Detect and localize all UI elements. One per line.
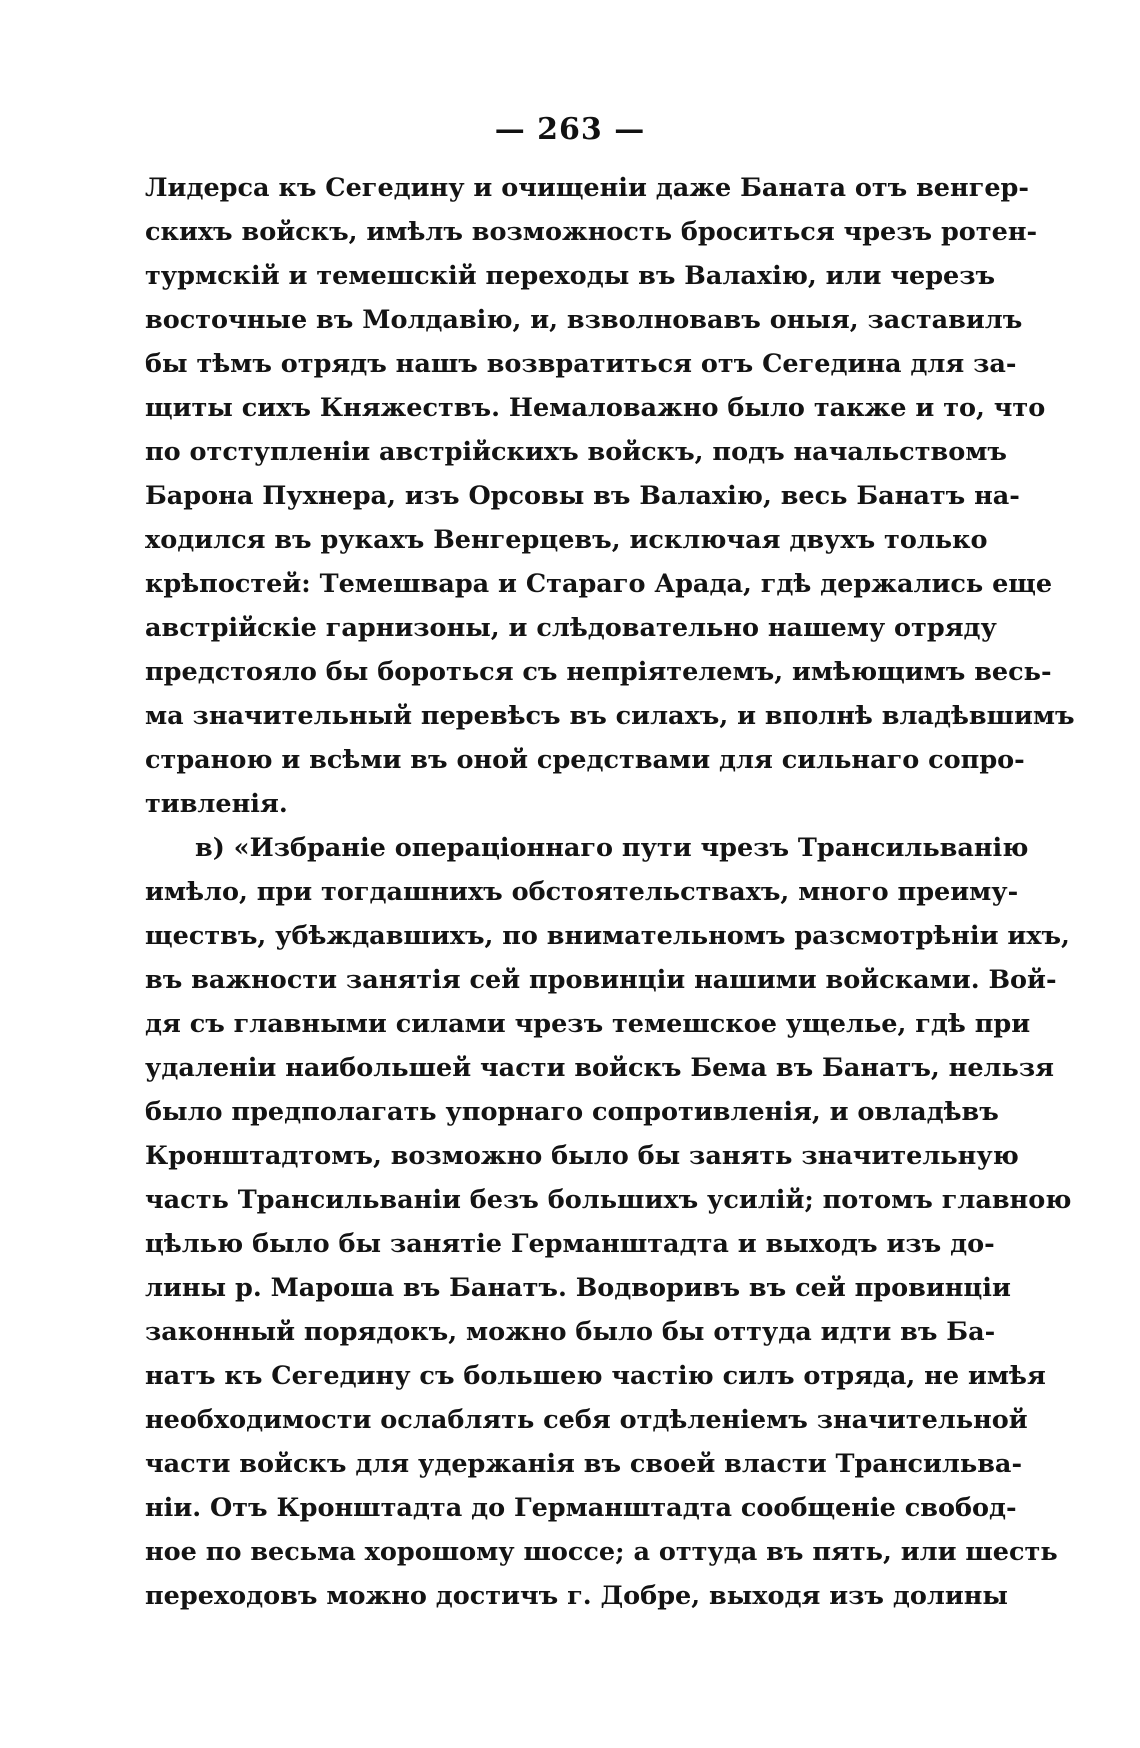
text-line: ходился въ рукахъ Венгерцевъ, исключая двухъ только	[145, 525, 988, 555]
text-line: ществъ, убѣждавшихъ, по внимательномъ разсмотрѣніи ихъ,	[145, 921, 1070, 951]
text-line: переходовъ можно достичъ г. Добре, выходя изъ долины	[145, 1581, 1008, 1611]
text-line: предстояло бы бороться съ непріятелемъ, имѣющимъ весь-	[145, 657, 1052, 687]
text-line: натъ къ Сегедину съ большею частію силъ отряда, не имѣя	[145, 1361, 1046, 1391]
text-line: восточные въ Молдавію, и, взволновавъ оныя, заставилъ	[145, 305, 1023, 335]
text-line: Кронштадтомъ, возможно было бы занять значительную	[145, 1141, 1019, 1171]
text-line: тивленія.	[145, 789, 288, 819]
text-line: страною и всѣми въ оной средствами для сильнаго сопро-	[145, 745, 1025, 775]
text-line: имѣло, при тогдашнихъ обстоятельствахъ, много преиму-	[145, 877, 1019, 907]
text-line: удаленіи наибольшей части войскъ Бема въ Банатъ, нельзя	[145, 1053, 1054, 1083]
paragraph	[145, 826, 1072, 1618]
text-line: ма значительный перевѣсъ въ силахъ, и вполнѣ владѣвшимъ	[145, 701, 1075, 731]
text-line: Барона Пухнера, изъ Орсовы въ Валахію, весь Банатъ на-	[145, 481, 1020, 511]
text-line: по отступленіи австрійскихъ войскъ, подъ начальствомъ	[145, 437, 1007, 467]
text-line: законный порядокъ, можно было бы оттуда идти въ Ба-	[145, 1317, 996, 1347]
text-line: цѣлью было бы занятіе Германштадта и выходъ изъ до-	[145, 1229, 995, 1259]
text-line: части войскъ для удержанія въ своей власти Трансильва-	[145, 1449, 1023, 1479]
text-line: австрійскіе гарнизоны, и слѣдовательно нашему отряду	[145, 613, 997, 643]
body-text	[145, 166, 1075, 1618]
text-line: необходимости ослаблять себя отдѣленіемъ значительной	[145, 1405, 1028, 1435]
text-line: Лидерса къ Сегедину и очищеніи даже Баната отъ венгер-	[145, 173, 1029, 203]
text-line: дя съ главными силами чрезъ темешское ущелье, гдѣ при	[145, 1009, 1031, 1039]
text-line: в) «Избраніе операціоннаго пути чрезъ Трансильванію	[195, 833, 1029, 863]
page-number: — 263 —	[494, 112, 646, 147]
paragraph	[145, 166, 1075, 826]
text-line: лины р. Мароша въ Банатъ. Водворивъ въ сей провинціи	[145, 1273, 1011, 1303]
text-line: ніи. Отъ Кронштадта до Германштадта сообщеніе свобод-	[145, 1493, 1017, 1523]
text-line: въ важности занятія сей провинціи нашими войсками. Вой-	[145, 965, 1057, 995]
text-line: турмскій и темешскій переходы въ Валахію, или черезъ	[145, 261, 996, 291]
text-line: щиты сихъ Княжествъ. Немаловажно было также и то, что	[145, 393, 1046, 423]
text-line: ное по весьма хорошому шоссе; а оттуда въ пять, или шесть	[145, 1537, 1058, 1567]
text-line: было предполагать упорнаго сопротивленія, и овладѣвъ	[145, 1097, 999, 1127]
text-line: скихъ войскъ, имѣлъ возможность броситься чрезъ ротен-	[145, 217, 1038, 247]
text-line: часть Трансильваніи безъ большихъ усилій; потомъ главною	[145, 1185, 1072, 1215]
text-line: крѣпостей: Темешвара и Стараго Арада, гдѣ держались еще	[145, 569, 1053, 599]
text-line: бы тѣмъ отрядъ нашъ возвратиться отъ Сегедина для за-	[145, 349, 1017, 379]
